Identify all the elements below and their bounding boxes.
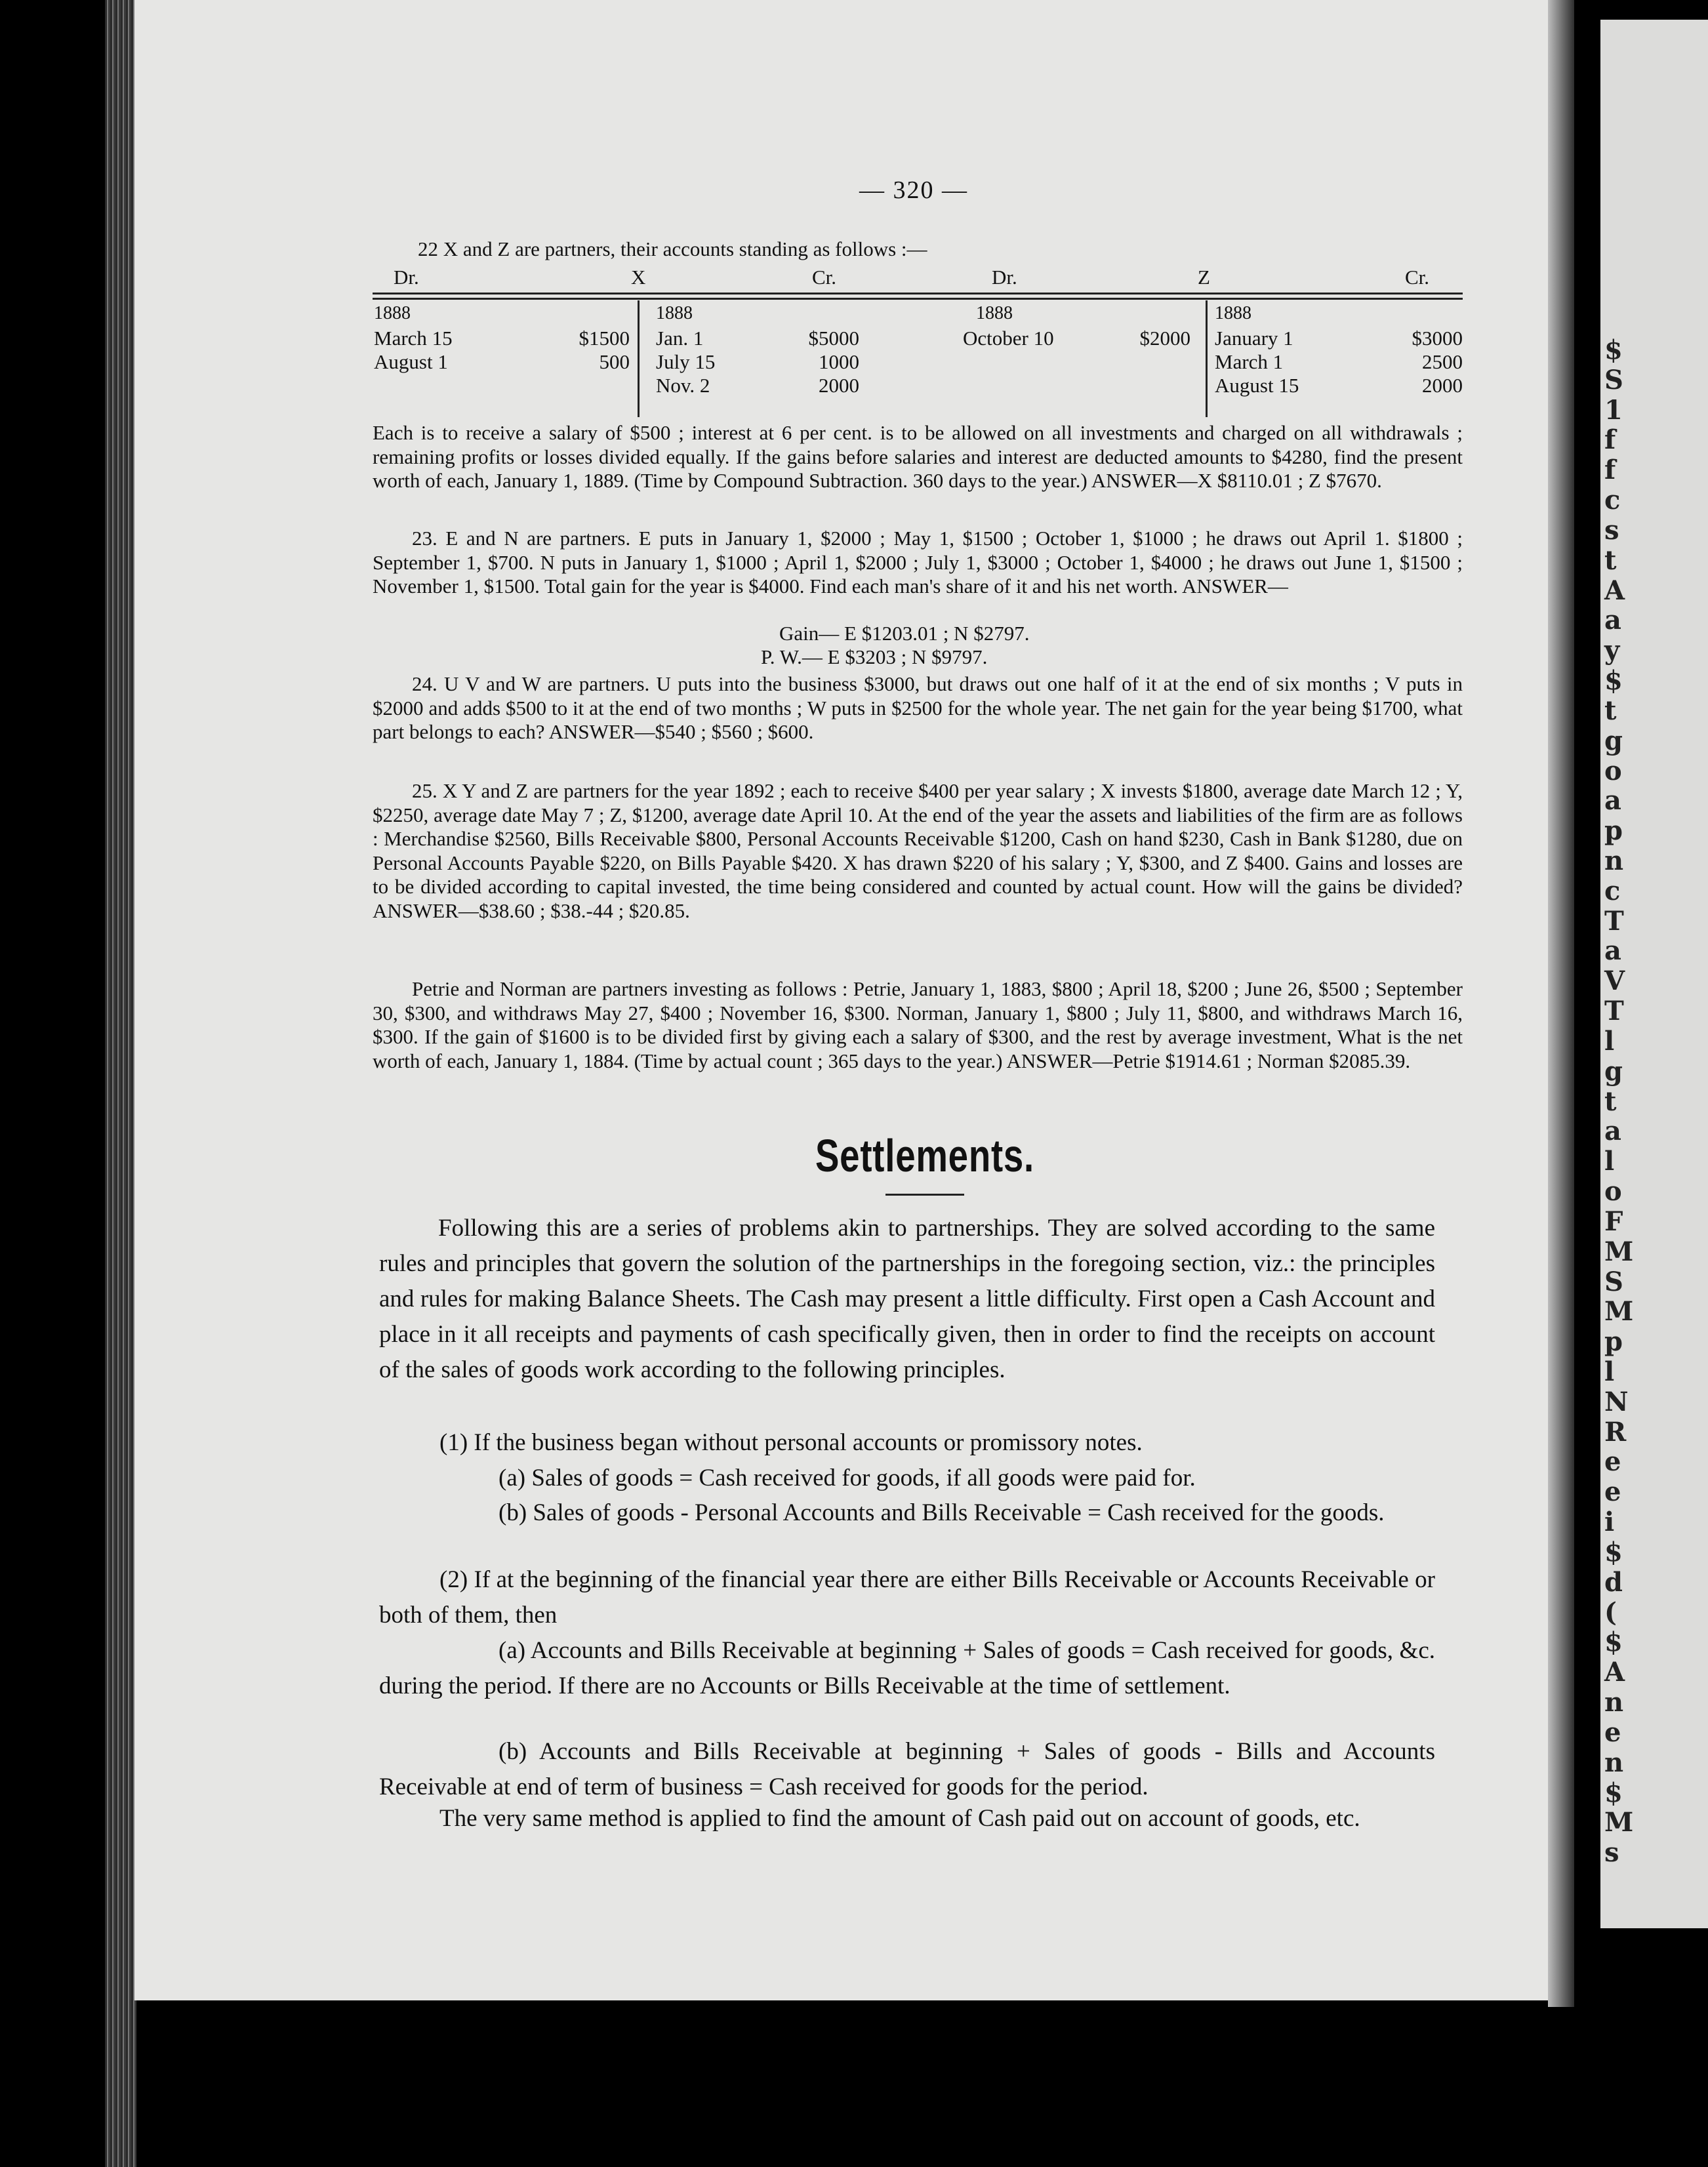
next-page-letter: e <box>1604 1476 1621 1507</box>
x-cr-date: July 15 <box>656 350 716 373</box>
ledger-rule-top <box>373 293 1463 294</box>
next-page-letter: g <box>1604 725 1623 756</box>
book-edge <box>105 0 136 2167</box>
z-header: Z <box>1198 266 1210 289</box>
next-page-letter: ( <box>1604 1597 1617 1628</box>
z-cr-amount: $3000 <box>1412 327 1463 350</box>
z-cr-date: August 15 <box>1215 374 1299 397</box>
next-page-letter: n <box>1604 845 1624 876</box>
rule-1: (1) If the business began without personal accounts or promissory notes. <box>439 1429 1143 1456</box>
z-cr-date: January 1 <box>1215 327 1293 350</box>
next-page-letter: 1 <box>1604 395 1623 426</box>
page-number: — 320 — <box>859 176 968 204</box>
x-cr-amount: $5000 <box>808 327 859 350</box>
z-cr-amount: 2000 <box>1422 374 1463 397</box>
problem-22-intro: 22 X and Z are partners, their accounts standing as follows :— <box>418 237 927 260</box>
z-dr-date: October 10 <box>963 327 1054 350</box>
next-page-letter: f <box>1604 455 1616 485</box>
z-dr-year: 1888 <box>976 303 1013 323</box>
rule-2: (2) If at the beginning of the financial year there are either Bills Receivable or Accounts Receivable or both of them, then <box>379 1566 1435 1629</box>
next-page-letter: $ <box>1604 1537 1623 1568</box>
next-page-letter: R <box>1604 1417 1627 1448</box>
next-page-letter: $ <box>1604 1777 1623 1808</box>
x-cr-amount: 2000 <box>819 374 859 397</box>
rule-1a: (a) Sales of goods = Cash received for goods, if all goods were paid for. <box>498 1465 1196 1491</box>
next-page-letter: g <box>1604 1056 1623 1087</box>
next-page-letter: M <box>1604 1807 1634 1838</box>
next-page-letter: t <box>1604 1086 1617 1117</box>
ledger-rule-double <box>373 298 1463 300</box>
x-cr-year: 1888 <box>656 303 693 323</box>
next-page-letter: n <box>1604 1747 1624 1778</box>
problem-23-text: 23. E and N are partners. E puts in January 1, $2000 ; May 1, $1500 ; October 1, $1000 ; he draws out April 1. $1800 ; September 1, $700. N puts in January 1, $1000 ; April 1, $2000 ; July 1, $3000 ; October 1, $4000 ; he draws out June 1, $1500 ; November 1, $1500. Total gain for the year is $4000. Find each man's share of it and his net worth. ANSWER— <box>373 527 1463 597</box>
next-page-letter: e <box>1604 1717 1621 1748</box>
next-page-letter: t <box>1604 695 1617 726</box>
rule-2a: (a) Accounts and Bills Receivable at beginning + Sales of goods = Cash received for goods, &c. during the period. If there are no Accounts or Bills Receivable at the time of settlement. <box>379 1637 1435 1699</box>
next-page-letter: $ <box>1604 665 1623 696</box>
next-page-letter: n <box>1604 1687 1624 1718</box>
next-page-letter: e <box>1604 1446 1621 1477</box>
next-page-letter: $ <box>1604 334 1623 365</box>
settlements-intro: Following this are a series of problems akin to partnerships. They are solved according to the same rules and principles that govern the solution of the partnerships in the foregoing section, viz.: the principles and rules for making Balance Sheets. The Cash may present a little difficulty. First open a Cash Account and place in it all receipts and payments of cash specifically given, then in order to find the receipts on account of the sales of goods work according to the following principles. <box>379 1215 1435 1383</box>
z-ledger-divider <box>1206 300 1208 417</box>
section-heading: Settlements. <box>815 1130 1035 1181</box>
x-dr-year: 1888 <box>374 303 411 323</box>
closing-paragraph: The very same method is applied to find the amount of Cash paid out on account of goods, etc. <box>439 1805 1360 1832</box>
next-page-letter: a <box>1604 935 1621 966</box>
next-page-letter: l <box>1604 1356 1615 1387</box>
next-page-letter: S <box>1604 365 1623 395</box>
x-cr-header: Cr. <box>812 266 837 289</box>
next-page-fragment <box>1600 20 1708 1928</box>
next-page-letter: T <box>1604 996 1624 1026</box>
next-page-letter: M <box>1604 1236 1634 1267</box>
problem-22-text: Each is to receive a salary of $500 ; interest at 6 per cent. is to be allowed on all investments and charged on all withdrawals ; remaining profits or losses divided equally. If the gains before salaries and interest are deducted amounts to $4280, find the present worth of each, January 1, 1889. (Time by Compound Subtraction. 360 days to the year.) ANSWER—X $8110.01 ; Z $7670. <box>373 421 1463 492</box>
next-page-letter: A <box>1604 575 1625 606</box>
next-page-letter: $ <box>1604 1627 1623 1657</box>
next-page-letter: a <box>1604 1116 1621 1146</box>
next-page-letter: p <box>1604 1326 1623 1357</box>
x-cr-amount: 1000 <box>819 350 859 373</box>
next-page-letter: S <box>1604 1266 1623 1297</box>
next-page-letter: y <box>1604 635 1620 666</box>
next-page-letter: s <box>1604 1837 1619 1868</box>
z-cr-year: 1888 <box>1215 303 1251 323</box>
next-page-letter: N <box>1604 1387 1629 1417</box>
problem-26-text: Petrie and Norman are partners investing as follows : Petrie, January 1, 1883, $800 ; April 18, $200 ; June 26, $500 ; September 30, $300, and withdraws May 27, $400 ; November 16, $300. Norman, January 1, $800 ; July 11, $800, and withdraws March 16, $300. If the gain of $1600 is to be divided first by giving each a salary of $300, and the rest by average investment, What is the net worth of each, January 1, 1884. (Time by actual count ; 365 days to the year.) ANSWER—Petrie $1914.61 ; Norman $2085.39. <box>373 977 1463 1072</box>
next-page-letter: A <box>1604 1657 1625 1688</box>
x-ledger-divider <box>638 300 640 417</box>
next-page-letter: l <box>1604 1026 1615 1057</box>
x-dr-amount: $1500 <box>579 327 630 350</box>
next-page-letter: f <box>1604 424 1616 455</box>
next-page-letter: o <box>1604 1176 1622 1207</box>
next-page-letter: p <box>1604 815 1623 846</box>
rule-2b: (b) Accounts and Bills Receivable at beginning + Sales of goods - Bills and Accounts Receivable at end of term of business = Cash received for goods for the period. <box>379 1738 1435 1800</box>
problem-23-answer-pw: P. W.— E $3203 ; N $9797. <box>761 645 988 668</box>
rule-1b: (b) Sales of goods - Personal Accounts and Bills Receivable = Cash received for the goods. <box>498 1499 1385 1526</box>
next-page-letter: o <box>1604 756 1622 786</box>
next-page-letter: c <box>1604 485 1621 516</box>
next-page-letter: l <box>1604 1146 1615 1177</box>
x-dr-date: March 15 <box>374 327 453 350</box>
z-dr-header: Dr. <box>992 266 1017 289</box>
next-page-letter: t <box>1604 545 1617 576</box>
x-dr-amount: 500 <box>599 350 630 373</box>
x-dr-header: Dr. <box>394 266 419 289</box>
x-cr-date: Nov. 2 <box>656 374 710 397</box>
z-cr-header: Cr. <box>1405 266 1430 289</box>
problem-23-answer-gain: Gain— E $1203.01 ; N $2797. <box>779 622 1030 645</box>
page-gutter-shadow <box>1548 0 1574 2007</box>
x-cr-date: Jan. 1 <box>656 327 704 350</box>
x-header: X <box>631 266 646 289</box>
heading-underline <box>885 1194 964 1196</box>
next-page-letter: F <box>1604 1206 1623 1237</box>
next-page-letter: a <box>1604 785 1621 816</box>
problem-25-text: 25. X Y and Z are partners for the year 1892 ; each to receive $400 per year salary ; X invests $1800, average date March 12 ; Y, $2250, average date May 7 ; Z, $1200, average date April 10. At the end of the year the assets and liabilities of the firm are as follows : Merchandise $2560, Bills Receivable $800, Personal Accounts Receivable $1200, Cash on hand $230, Cash in Bank $1280, due on Personal Accounts Payable $220, on Bills Payable $420. X has drawn $220 of his salary ; Y, $300, and Z $400. Gains and losses are to be divided according to capital invested, the time being considered and counted by actual count. How will the gains be divided? ANSWER—$38.60 ; $38.-44 ; $20.85. <box>373 779 1463 922</box>
next-page-letter: s <box>1604 515 1619 546</box>
x-dr-date: August 1 <box>374 350 448 373</box>
next-page-letter: V <box>1604 965 1625 996</box>
next-page-letter: T <box>1604 906 1624 937</box>
next-page-letter: M <box>1604 1296 1634 1327</box>
next-page-letter: i <box>1604 1507 1615 1537</box>
z-cr-date: March 1 <box>1215 350 1284 373</box>
next-page-letter: c <box>1604 876 1621 906</box>
z-cr-amount: 2500 <box>1422 350 1463 373</box>
next-page-letter: a <box>1604 605 1621 636</box>
next-page-letter: d <box>1604 1567 1623 1598</box>
problem-24-text: 24. U V and W are partners. U puts into the business $3000, but draws out one half of it at the end of six months ; V puts in $2000 and adds $500 to it at the end of two months ; W puts in $2500 for the whole year. The net gain for the year being $1700, what part belongs to each? ANSWER—$540 ; $560 ; $600. <box>373 672 1463 743</box>
z-dr-amount: $2000 <box>1139 327 1190 350</box>
